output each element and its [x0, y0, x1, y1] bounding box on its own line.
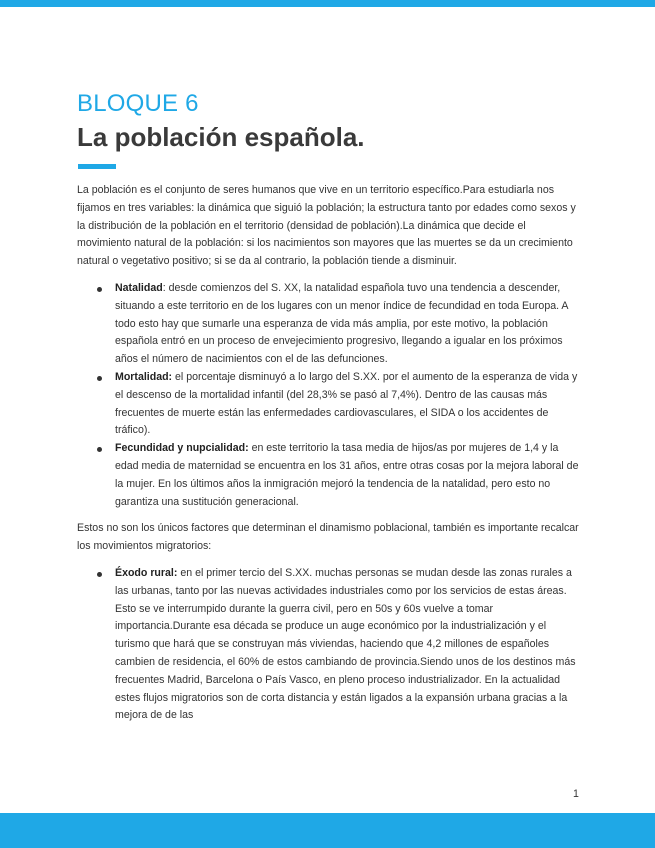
- list-item: [115, 280, 582, 369]
- list-item-term: Fecundidad y nupcialidad:: [115, 442, 249, 455]
- list-item-text: : desde comienzos del S. XX, la natalidad española tuvo una tendencia a descender, situando a este territorio en de los lugares con un menor índice de fecundidad en toda Europa. A todo esto hay que sumarle una esperanza de vida más amplia, por este motivo, la población española entró en un proceso de envejecimiento progresivo, llegando a igualar en los próximos años el número de nacimientos con el de las defunciones.: [115, 281, 568, 366]
- list-item: [115, 369, 582, 440]
- page-title: La población española.: [77, 122, 365, 152]
- list-item-text: en el primer tercio del S.XX. muchas personas se mudan desde las zonas rurales a las urbanas, tanto por las nuevas actividades industriales como por los servicios de estas áreas. Esto se ve interrumpido durante la guerra civil, pero en 50s y 60s vuelve a tomar importancia.Durante esa década se produce un auge económico por la industrialización y el turismo que hará que se construyan más viviendas, haciendo que 4,2 millones de españoles cambien de residencia, el 60% de estos cambiando de provincia.Siendo unos de los destinos más frecuentes Madrid, Barcelona o País Vasco, en pleno proceso industrializador. En la actualidad estes flujos migratorios son de corta distancia y están ligados a la expansión urbana gracias a la mejora de de las: [115, 566, 576, 722]
- list-item: [115, 440, 582, 511]
- document-body: [77, 182, 582, 725]
- block-label: BLOQUE 6: [77, 90, 199, 117]
- top-accent-bar: [0, 0, 655, 7]
- demographic-factors-list: [77, 280, 582, 511]
- migration-list: [77, 565, 582, 725]
- list-item-term: Natalidad: [115, 281, 163, 294]
- intro-paragraph: La población es el conjunto de seres humanos que vive en un territorio específico.Para estudiarla nos fijamos en tres variables: la dinámica que siguió la población; la estructura tanto por edades como sexos y la distribución de la población en el territorio (densidad de población).La dinámica que decide el movimiento natural de la población: si los nacimientos son mayores que las muertes se da un crecimiento natural o vegetativo positivo; si se da al contrario, la población tiende a disminuir.: [77, 184, 576, 268]
- list-item-term: Éxodo rural:: [115, 566, 178, 579]
- bottom-accent-bar: [0, 813, 655, 848]
- transition-paragraph: Estos no son los únicos factores que determinan el dinamismo poblacional, también es importante recalcar los movimientos migratorios:: [77, 522, 579, 553]
- list-item: [115, 565, 582, 725]
- title-accent-rule: [78, 164, 116, 169]
- list-item-term: Mortalidad:: [115, 370, 173, 383]
- list-item-text: el porcentaje disminuyó a lo largo del S.XX. por el aumento de la esperanza de vida y el descenso de la mortalidad infantil (del 28,3% se pasó al 7,4%). Dentro de las causas más frecuentes de muerte están las enfermedades cardiovasculares, el SIDA o los accidentes de tráfico).: [115, 370, 578, 437]
- page-number: 1: [573, 788, 579, 800]
- list-item-text: en este territorio la tasa media de hijos/as por mujeres de 1,4 y la edad media de maternidad se encuentra en los 31 años, entre otras cosas por la mejora laboral de la mujer. En los últimos años la inmigración mejoró la tendencia de la natalidad, pero esto no garantiza una sustitución generacional.: [115, 442, 579, 508]
